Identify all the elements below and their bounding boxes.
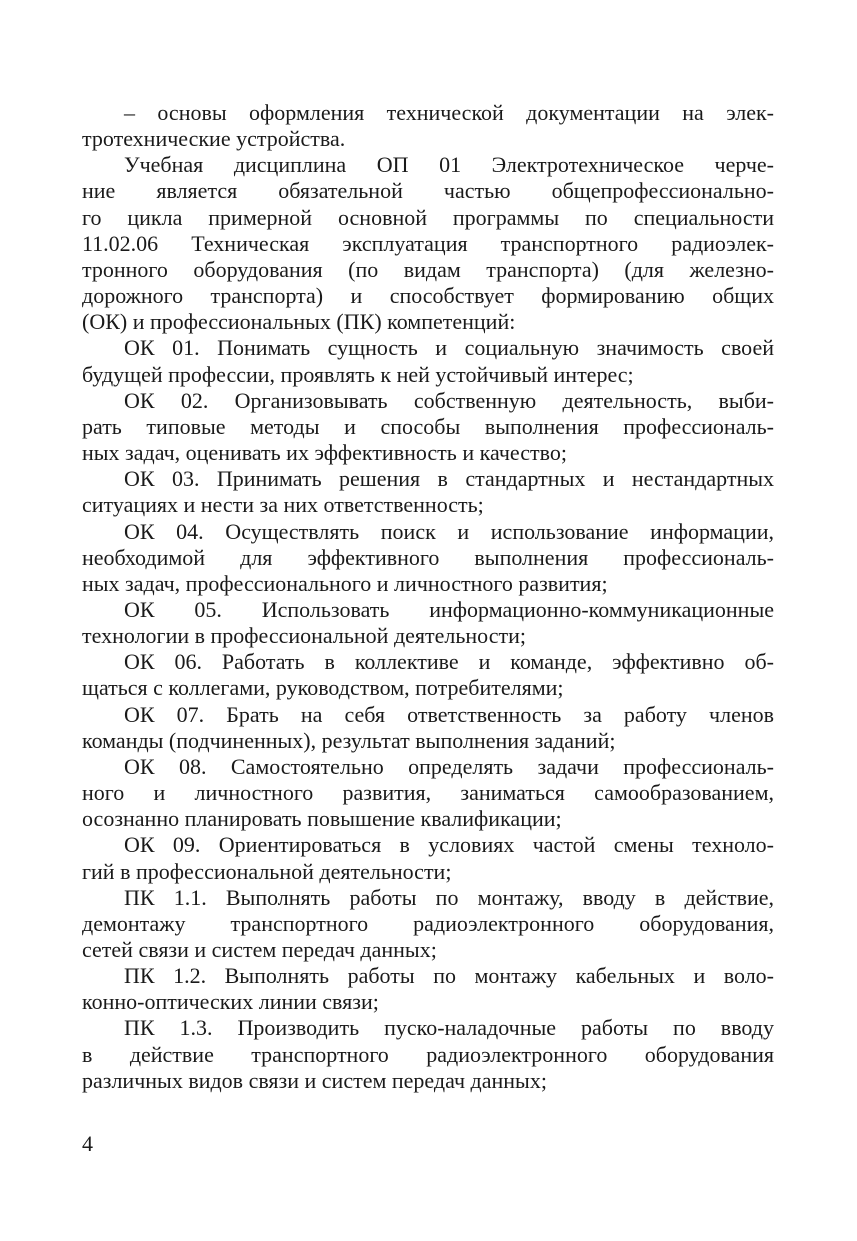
text-line: ОК 01. Понимать сущность и социальную значимость своей	[124, 335, 774, 361]
text-line: ситуациях и нести за них ответственность;	[82, 492, 484, 518]
text-line: ОК 05. Использовать информационно-коммуникационные	[124, 596, 774, 622]
text-line: сетей связи и систем передач данных;	[82, 937, 437, 962]
text-line: тротехнические устройства.	[82, 126, 346, 152]
text-line: демонтажу транспортного радиоэлектронного оборудования,	[82, 910, 774, 936]
text-line: будущей профессии, проявлять к ней устойчивый интерес;	[82, 361, 634, 387]
paragraph	[82, 1015, 774, 1093]
paragraph	[82, 335, 774, 387]
paragraph	[82, 649, 774, 701]
text-line: ных задач, профессионального и личностного развития;	[82, 570, 608, 596]
text-line: гий в профессиональной деятельности;	[82, 858, 452, 884]
text-line: ние является обязательной частью общепрофессионально-	[82, 178, 774, 204]
text-line: осознанно планировать повышение квалификации;	[82, 806, 562, 832]
text-line: тронного оборудования (по видам транспорта) (для железно-	[82, 256, 774, 282]
body-text	[82, 100, 774, 1094]
paragraph	[82, 100, 774, 152]
paragraph	[82, 388, 774, 466]
text-line: – основы оформления технической документации на элек-	[124, 100, 774, 125]
text-line: ОК 03. Принимать решения в стандартных и нестандартных	[124, 466, 774, 492]
text-line: ОК 06. Работать в коллективе и команде, эффективно об-	[124, 649, 774, 675]
text-line: технологии в профессиональной деятельности;	[82, 623, 526, 649]
text-line: ОК 07. Брать на себя ответственность за работу членов	[124, 701, 774, 727]
page-number: 4	[82, 1131, 93, 1156]
paragraph	[82, 597, 774, 649]
text-line: дорожного транспорта) и способствует формированию общих	[82, 283, 774, 309]
paragraph	[82, 832, 774, 884]
text-line: Учебная дисциплина ОП 01 Электротехническое черче-	[124, 152, 774, 178]
paragraph	[82, 466, 774, 518]
paragraph	[82, 963, 774, 1015]
text-line: команды (подчиненных), результат выполнения заданий;	[82, 727, 616, 753]
text-line: 11.02.06 Техническая эксплуатация транспортного радиоэлек-	[82, 230, 774, 256]
text-line: (ОК) и профессиональных (ПК) компетенций:	[82, 309, 516, 335]
text-line: ных задач, оценивать их эффективность и качество;	[82, 440, 567, 466]
text-line: ОК 08. Самостоятельно определять задачи профессиональ-	[124, 753, 774, 779]
paragraph	[82, 152, 774, 335]
text-line: ОК 09. Ориентироваться в условиях частой смены техноло-	[124, 832, 774, 858]
text-line: необходимой для эффективного выполнения профессиональ-	[82, 544, 774, 570]
text-line: ПК 1.3. Производить пуско-наладочные работы по вводу	[124, 1015, 774, 1041]
paragraph	[82, 702, 774, 754]
paragraph	[82, 885, 774, 963]
text-line: щаться с коллегами, руководством, потребителями;	[82, 675, 564, 701]
text-line: ОК 04. Осуществлять поиск и использование информации,	[124, 518, 774, 544]
text-line: ПК 1.1. Выполнять работы по монтажу, вводу в действие,	[124, 884, 774, 910]
paragraph	[82, 519, 774, 597]
text-line: ПК 1.2. Выполнять работы по монтажу кабельных и воло-	[124, 963, 774, 989]
text-line: конно-оптических линии связи;	[82, 989, 379, 1015]
text-line: ного и личностного развития, заниматься самообразованием,	[82, 780, 774, 806]
text-line: в действие транспортного радиоэлектронного оборудования	[82, 1041, 774, 1067]
paragraph	[82, 754, 774, 832]
text-line: рать типовые методы и способы выполнения профессиональ-	[82, 413, 774, 439]
text-line: го цикла примерной основной программы по специальности	[82, 204, 774, 230]
text-line: ОК 02. Организовывать собственную деятельность, выби-	[124, 387, 774, 413]
text-line: различных видов связи и систем передач данных;	[82, 1067, 547, 1093]
